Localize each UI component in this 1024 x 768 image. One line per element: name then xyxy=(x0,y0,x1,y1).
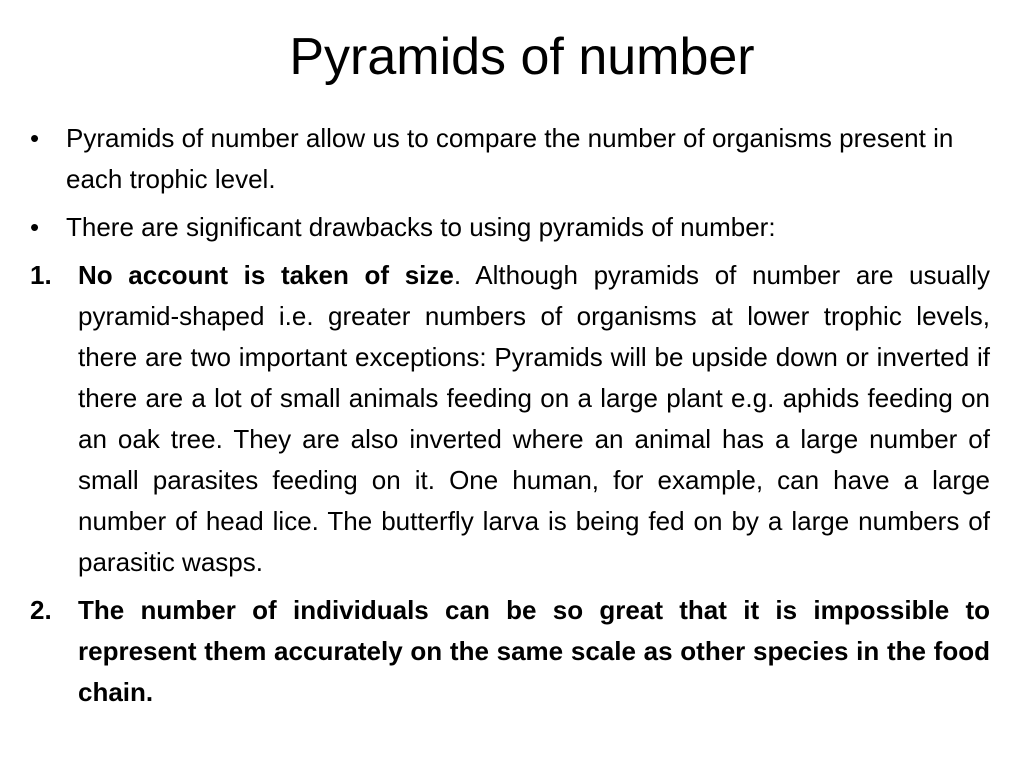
bullet-item xyxy=(30,118,990,200)
number-marker: 1. xyxy=(30,260,52,290)
bullet-text: There are significant drawbacks to using pyramids of number: xyxy=(66,212,776,242)
bullet-item xyxy=(30,207,990,248)
bullet-marker: • xyxy=(30,123,40,153)
number-marker: 2. xyxy=(30,595,52,625)
numbered-bold-text: No account is taken of size xyxy=(78,260,454,290)
numbered-item xyxy=(30,590,990,713)
numbered-text: . Although pyramids of number are usually pyramid-shaped i.e. greater numbers of organisms at lower trophic levels, there are two important exceptions: Pyramids will be upside down or inverted if there are a lot of small animals feeding on a large plant e.g. aphids feeding on an oak tree. They are also inverted where an animal has a large number of small parasites feeding on it. One human, for example, can have a large number of head lice. The butterfly larva is being fed on by a large numbers of parasitic wasps. xyxy=(78,260,990,577)
numbered-bold-text: The number of individuals can be so great that it is impossible to represent them accurately on the same scale as other species in the food chain. xyxy=(78,595,990,707)
bullet-text: Pyramids of number allow us to compare the number of organisms present in each trophic level. xyxy=(66,123,954,194)
bullet-marker: • xyxy=(30,212,40,242)
slide-body xyxy=(30,118,990,720)
slide-title: Pyramids of number xyxy=(289,28,755,86)
numbered-item xyxy=(30,255,990,583)
